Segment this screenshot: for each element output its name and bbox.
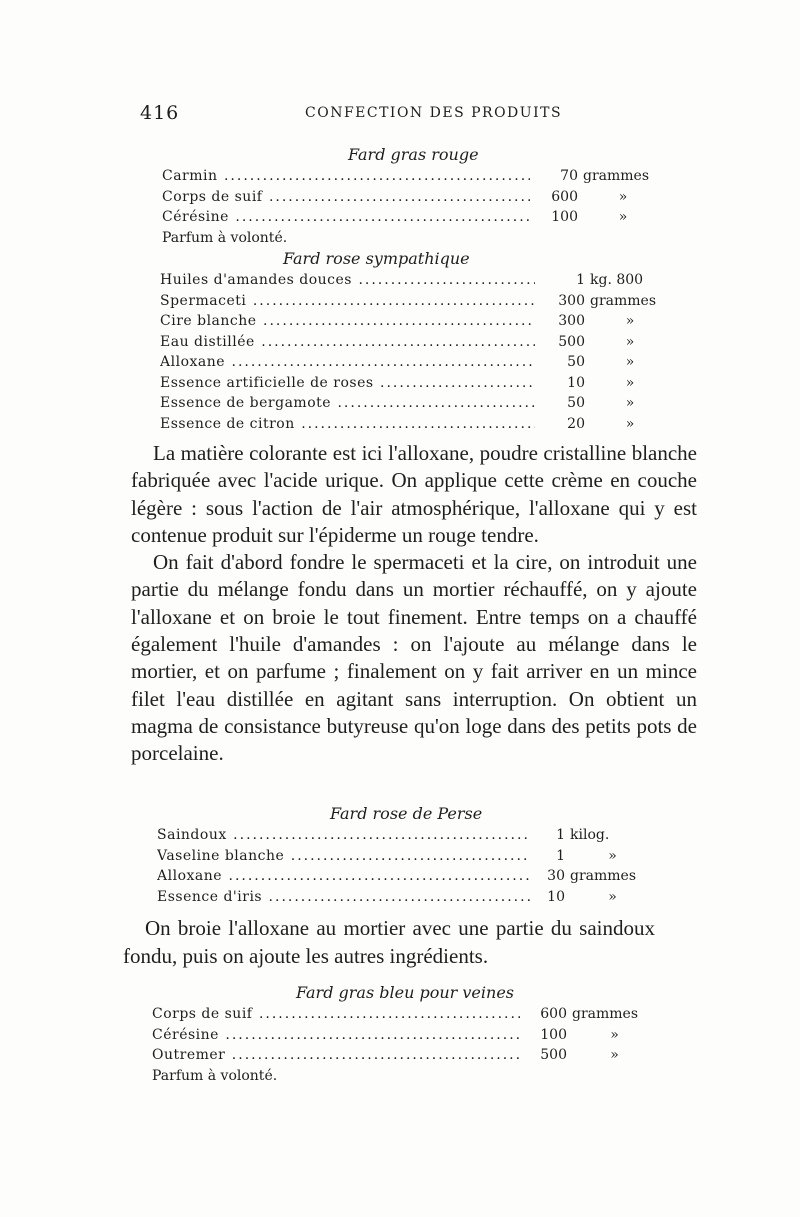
recipe-list bbox=[162, 166, 673, 248]
ingredient-unit: » bbox=[625, 354, 635, 370]
recipe-row bbox=[160, 393, 680, 414]
ingredient-quantity: 30 bbox=[547, 868, 565, 884]
recipe-row bbox=[160, 270, 680, 291]
paragraph: On fait d'abord fondre le spermaceti et la cire, on introduit une partie du mélange fondu dans un mortier réchauffé, on y ajoute l'alloxane et on broie le tout finement. Entre temps on a chauffé également l'huile d'amandes : on l'ajoute au mélange dans le mortier, et on parfume ; finalement on y fait arriver en un mince filet l'eau distillée en agitant sans interruption. On obtient un magma de consistance butyreuse qu'on loge dans des petits pots de porcelaine. bbox=[131, 550, 697, 766]
ingredient-quantity: 10 bbox=[567, 374, 585, 391]
ingredient-name: Alloxane ..... bbox=[157, 866, 530, 887]
recipe-row bbox=[157, 866, 665, 887]
recipe-row bbox=[152, 1066, 667, 1087]
recipe-title: Fard rose de Perse bbox=[330, 804, 483, 823]
ingredient-unit: grammes bbox=[572, 1006, 639, 1022]
ingredient-name: Outremer ..... bbox=[152, 1045, 520, 1066]
ingredient-name: Essence artificielle de roses ..... bbox=[160, 373, 535, 394]
recipe-list bbox=[157, 825, 665, 907]
ingredient-name: Essence de citron ..... bbox=[160, 414, 535, 435]
ingredient-unit: » bbox=[608, 847, 617, 864]
ingredient-name: Huiles d'amandes douces ..... bbox=[160, 270, 535, 291]
ingredient-quantity: 20 bbox=[567, 415, 585, 432]
ingredient-name: Cérésine ..... bbox=[152, 1025, 520, 1046]
ingredient-quantity: 50 bbox=[567, 395, 585, 411]
recipe-row bbox=[160, 311, 680, 332]
page-header bbox=[140, 102, 640, 124]
recipe-row bbox=[160, 373, 680, 394]
recipe-row bbox=[162, 207, 673, 228]
recipe-row bbox=[160, 291, 680, 312]
ingredient-quantity: 300 bbox=[558, 313, 585, 329]
recipe-row bbox=[157, 825, 665, 846]
ingredient-quantity: 1 bbox=[576, 272, 585, 288]
ingredient-name: Spermaceti ..... bbox=[160, 291, 535, 312]
ingredient-name: Alloxane ..... bbox=[160, 352, 535, 373]
ingredient-unit: » bbox=[625, 313, 635, 329]
running-title: CONFECTION DES PRODUITS bbox=[305, 105, 563, 121]
ingredient-name: Corps de suif ..... bbox=[152, 1004, 520, 1025]
body-text bbox=[123, 914, 655, 970]
ingredient-name: Eau distillée ..... bbox=[160, 332, 535, 353]
recipe-row bbox=[160, 352, 680, 373]
ingredient-name: Essence d'iris ..... bbox=[157, 887, 530, 908]
ingredient-quantity: 10 bbox=[547, 888, 565, 905]
recipe-row bbox=[162, 228, 673, 249]
ingredient-unit: grammes bbox=[583, 168, 650, 184]
ingredient-unit: » bbox=[608, 888, 617, 905]
ingredient-name: Carmin ..... bbox=[162, 166, 530, 187]
recipe-row bbox=[162, 187, 673, 208]
ingredient-unit: » bbox=[625, 415, 635, 432]
recipe-title: Fard gras bleu pour veines bbox=[296, 983, 514, 1002]
ingredient-unit: grammes bbox=[590, 292, 657, 309]
ingredient-quantity: 100 bbox=[551, 209, 578, 225]
recipe-row bbox=[160, 332, 680, 353]
ingredient-unit: » bbox=[610, 1026, 619, 1043]
ingredient-unit: » bbox=[625, 333, 635, 350]
recipe-row bbox=[152, 1004, 667, 1025]
ingredient-unit: » bbox=[625, 374, 635, 391]
ingredient-unit: » bbox=[618, 209, 628, 225]
ingredient-unit: » bbox=[625, 395, 635, 411]
recipe-list bbox=[152, 1004, 667, 1086]
ingredient-unit: kilog. bbox=[570, 827, 610, 843]
recipe-title: Fard gras rouge bbox=[348, 145, 479, 164]
ingredient-name: Parfum à volonté. bbox=[152, 1067, 278, 1084]
recipe-title: Fard rose sympathique bbox=[283, 249, 470, 268]
ingredient-quantity: 100 bbox=[540, 1026, 567, 1043]
recipe-row bbox=[157, 887, 665, 908]
ingredient-quantity: 1 bbox=[556, 847, 565, 864]
recipe-row bbox=[160, 414, 680, 435]
ingredient-quantity: 600 bbox=[551, 188, 578, 205]
ingredient-name: Saindoux ..... bbox=[157, 825, 530, 846]
ingredient-name: Parfum à volonté. bbox=[162, 229, 288, 246]
ingredient-name: Essence de bergamote ..... bbox=[160, 393, 535, 414]
page-number: 416 bbox=[140, 102, 180, 124]
ingredient-quantity: 50 bbox=[567, 354, 585, 370]
ingredient-quantity: 1 bbox=[556, 827, 565, 843]
recipe-row bbox=[152, 1025, 667, 1046]
ingredient-quantity: 70 bbox=[560, 168, 578, 184]
recipe-row bbox=[162, 166, 673, 187]
ingredient-name: Corps de suif ..... bbox=[162, 187, 530, 208]
ingredient-unit: grammes bbox=[570, 868, 637, 884]
recipe-row bbox=[157, 846, 665, 867]
ingredient-name: Cire blanche ..... bbox=[160, 311, 535, 332]
ingredient-quantity: 600 bbox=[540, 1006, 567, 1022]
paragraph: La matière colorante est ici l'alloxane, poudre cristalline blanche fabriquée avec l'acide urique. On applique cette crème en couche légère : sous l'action de l'air atmosphérique, l'alloxane qui y est contenue produit sur l'épiderme un rouge tendre. bbox=[131, 441, 697, 547]
ingredient-unit: » bbox=[610, 1047, 619, 1063]
ingredient-quantity: 300 bbox=[558, 292, 585, 309]
body-text bbox=[131, 440, 697, 768]
ingredient-quantity: 500 bbox=[558, 333, 585, 350]
ingredient-name: Cérésine ..... bbox=[162, 207, 530, 228]
recipe-row bbox=[152, 1045, 667, 1066]
ingredient-unit: kg. 800 bbox=[590, 272, 644, 288]
paragraph: On broie l'alloxane au mortier avec une partie du saindoux fondu, puis on ajoute les autres ingrédients. bbox=[123, 916, 655, 968]
recipe-list bbox=[160, 270, 680, 434]
ingredient-name: Vaseline blanche ..... bbox=[157, 846, 530, 867]
ingredient-quantity: 500 bbox=[540, 1047, 567, 1063]
ingredient-unit: » bbox=[618, 188, 628, 205]
